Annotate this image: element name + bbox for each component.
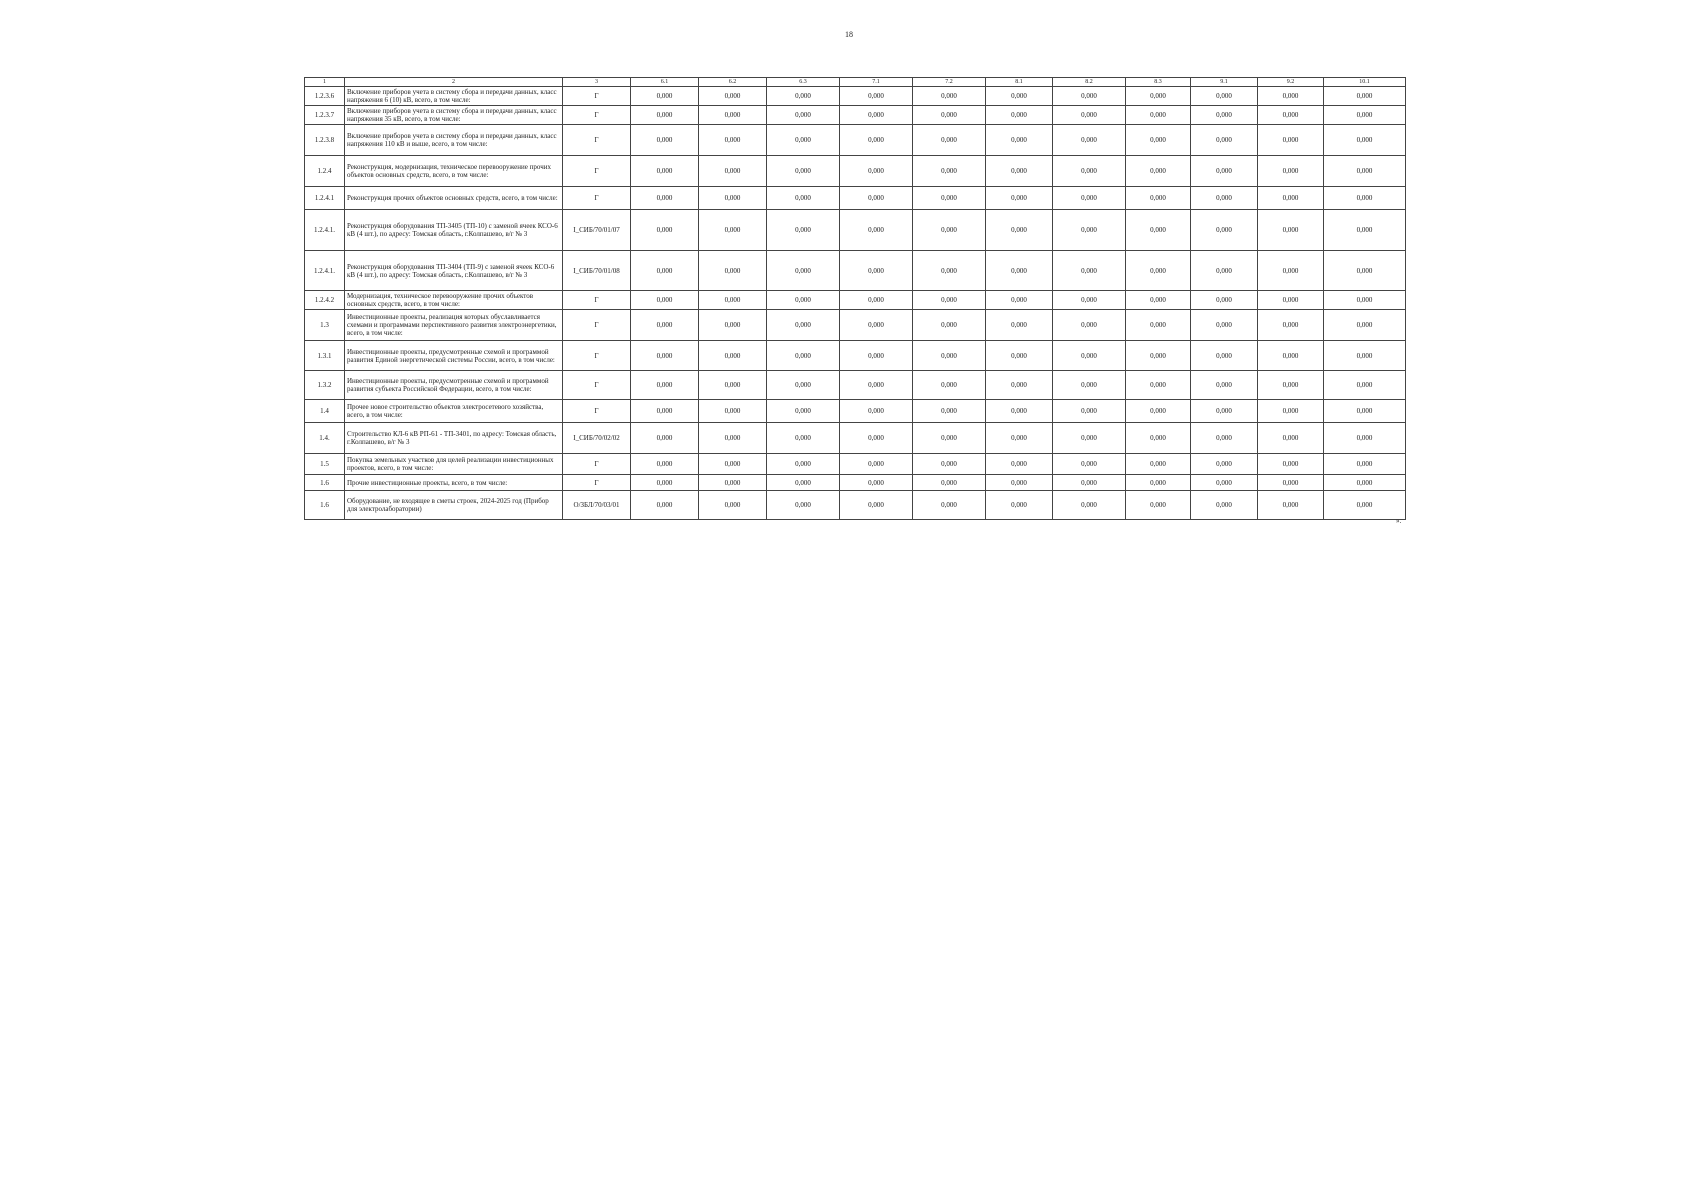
- row-value: 0,000: [1126, 187, 1191, 210]
- row-value: 0,000: [986, 156, 1053, 187]
- row-value: 0,000: [767, 210, 840, 251]
- row-value: 0,000: [840, 125, 913, 156]
- row-value: 0,000: [1258, 156, 1324, 187]
- row-value: 0,000: [1053, 106, 1126, 125]
- row-value: 0,000: [1324, 454, 1406, 475]
- row-value: 0,000: [1126, 423, 1191, 454]
- row-value: 0,000: [1258, 106, 1324, 125]
- row-value: 0,000: [840, 210, 913, 251]
- row-id: Г: [563, 371, 631, 400]
- row-name: Оборудование, не входящее в сметы строек, 2024-2025 год (Прибор для электролаборатории): [345, 491, 563, 520]
- row-value: 0,000: [699, 423, 767, 454]
- row-value: 0,000: [840, 106, 913, 125]
- row-value: 0,000: [913, 423, 986, 454]
- row-code: 1.2.3.7: [305, 106, 345, 125]
- row-name: Инвестиционные проекты, предусмотренные схемой и программой развития субъекта Российской Федерации, всего, в том числе:: [345, 371, 563, 400]
- header-cell: 8.2: [1053, 78, 1126, 87]
- row-value: 0,000: [1126, 106, 1191, 125]
- row-value: 0,000: [1191, 371, 1258, 400]
- row-value: 0,000: [767, 475, 840, 491]
- row-value: 0,000: [1324, 475, 1406, 491]
- row-value: 0,000: [986, 310, 1053, 341]
- row-value: 0,000: [767, 125, 840, 156]
- row-value: 0,000: [1053, 400, 1126, 423]
- row-name: Включение приборов учета в систему сбора и передачи данных, класс напряжения 35 кВ, всего, в том числе:: [345, 106, 563, 125]
- row-value: 0,000: [840, 454, 913, 475]
- row-code: 1.2.4.1.: [305, 210, 345, 251]
- row-value: 0,000: [986, 210, 1053, 251]
- row-value: 0,000: [1191, 491, 1258, 520]
- row-code: 1.2.3.8: [305, 125, 345, 156]
- row-id: Г: [563, 341, 631, 371]
- row-value: 0,000: [699, 291, 767, 310]
- row-value: 0,000: [1191, 291, 1258, 310]
- row-value: 0,000: [986, 341, 1053, 371]
- row-value: 0,000: [767, 371, 840, 400]
- row-value: 0,000: [1126, 125, 1191, 156]
- row-value: 0,000: [1258, 125, 1324, 156]
- row-code: 1.6: [305, 491, 345, 520]
- row-value: 0,000: [1126, 210, 1191, 251]
- row-value: 0,000: [767, 291, 840, 310]
- row-value: 0,000: [699, 210, 767, 251]
- row-id: I_СИБ/70/02/02: [563, 423, 631, 454]
- row-value: 0,000: [767, 156, 840, 187]
- row-value: 0,000: [1191, 310, 1258, 341]
- row-id: I_СИБ/70/01/08: [563, 251, 631, 291]
- header-cell: 8.1: [986, 78, 1053, 87]
- row-value: 0,000: [767, 400, 840, 423]
- row-value: 0,000: [913, 371, 986, 400]
- row-value: 0,000: [1126, 291, 1191, 310]
- row-code: 1.5: [305, 454, 345, 475]
- row-value: 0,000: [1324, 210, 1406, 251]
- row-value: 0,000: [631, 341, 699, 371]
- row-value: 0,000: [631, 106, 699, 125]
- table-row: [305, 310, 1406, 341]
- row-code: 1.4.: [305, 423, 345, 454]
- row-value: 0,000: [986, 423, 1053, 454]
- row-value: 0,000: [1324, 423, 1406, 454]
- row-value: 0,000: [1324, 187, 1406, 210]
- row-value: 0,000: [631, 156, 699, 187]
- row-value: 0,000: [1324, 400, 1406, 423]
- row-value: 0,000: [986, 291, 1053, 310]
- row-value: 0,000: [699, 475, 767, 491]
- row-name: Прочие инвестиционные проекты, всего, в том числе:: [345, 475, 563, 491]
- row-value: 0,000: [1126, 87, 1191, 106]
- row-name: Прочее новое строительство объектов электросетевого хозяйства, всего, в том числе:: [345, 400, 563, 423]
- row-value: 0,000: [1191, 400, 1258, 423]
- table-row: [305, 423, 1406, 454]
- row-value: 0,000: [986, 475, 1053, 491]
- table-header-row: [305, 78, 1406, 87]
- row-value: 0,000: [1126, 310, 1191, 341]
- row-value: 0,000: [913, 341, 986, 371]
- header-cell: 2: [345, 78, 563, 87]
- row-value: 0,000: [840, 400, 913, 423]
- row-value: 0,000: [699, 87, 767, 106]
- row-code: 1.2.4.1: [305, 187, 345, 210]
- row-value: 0,000: [1126, 341, 1191, 371]
- row-value: 0,000: [986, 106, 1053, 125]
- row-value: 0,000: [631, 87, 699, 106]
- table-row: [305, 475, 1406, 491]
- row-value: 0,000: [986, 125, 1053, 156]
- row-name: Включение приборов учета в систему сбора и передачи данных, класс напряжения 6 (10) кВ, всего, в том числе:: [345, 87, 563, 106]
- row-value: 0,000: [1258, 310, 1324, 341]
- row-value: 0,000: [1324, 310, 1406, 341]
- row-value: 0,000: [767, 341, 840, 371]
- row-value: 0,000: [699, 125, 767, 156]
- row-value: 0,000: [1324, 87, 1406, 106]
- row-value: 0,000: [913, 106, 986, 125]
- row-value: 0,000: [1053, 491, 1126, 520]
- row-id: Г: [563, 156, 631, 187]
- table-row: [305, 341, 1406, 371]
- row-id: Г: [563, 187, 631, 210]
- row-value: 0,000: [1258, 491, 1324, 520]
- row-name: Включение приборов учета в систему сбора и передачи данных, класс напряжения 110 кВ и выше, всего, в том числе:: [345, 125, 563, 156]
- row-value: 0,000: [1191, 341, 1258, 371]
- row-value: 0,000: [631, 371, 699, 400]
- row-value: 0,000: [631, 291, 699, 310]
- table-row: [305, 187, 1406, 210]
- row-value: 0,000: [840, 491, 913, 520]
- row-name: Реконструкция, модернизация, техническое перевооружение прочих объектов основных средств, всего, в том числе:: [345, 156, 563, 187]
- row-value: 0,000: [913, 156, 986, 187]
- row-value: 0,000: [1324, 291, 1406, 310]
- row-value: 0,000: [631, 475, 699, 491]
- row-name: Реконструкция оборудования ТП-3405 (ТП-10) с заменой ячеек КСО-6 кВ (4 шт.), по адресу: Томская область, г.Колпашево, в/г № 3: [345, 210, 563, 251]
- row-value: 0,000: [913, 310, 986, 341]
- table-row: [305, 87, 1406, 106]
- row-value: 0,000: [1053, 310, 1126, 341]
- row-value: 0,000: [1258, 291, 1324, 310]
- row-value: 0,000: [1053, 187, 1126, 210]
- row-value: 0,000: [1053, 210, 1126, 251]
- header-cell: 1: [305, 78, 345, 87]
- row-value: 0,000: [1191, 423, 1258, 454]
- row-value: 0,000: [767, 187, 840, 210]
- row-value: 0,000: [913, 87, 986, 106]
- investment-program-table: [304, 77, 1406, 520]
- row-name: Инвестиционные проекты, предусмотренные схемой и программой развития Единой энергетической системы России, всего, в том числе:: [345, 341, 563, 371]
- row-value: 0,000: [913, 491, 986, 520]
- row-name: Модернизация, техническое перевооружение прочих объектов основных средств, всего, в том числе:: [345, 291, 563, 310]
- row-value: 0,000: [1053, 291, 1126, 310]
- row-value: 0,000: [913, 475, 986, 491]
- row-id: Г: [563, 106, 631, 125]
- row-value: 0,000: [631, 454, 699, 475]
- row-name: Покупка земельных участков для целей реализации инвестиционных проектов, всего, в том числе:: [345, 454, 563, 475]
- row-value: 0,000: [1324, 251, 1406, 291]
- row-value: 0,000: [699, 400, 767, 423]
- row-value: 0,000: [631, 251, 699, 291]
- row-value: 0,000: [699, 371, 767, 400]
- page-number: 18: [845, 30, 853, 39]
- row-value: 0,000: [767, 87, 840, 106]
- row-value: 0,000: [1053, 475, 1126, 491]
- row-id: Г: [563, 475, 631, 491]
- row-value: 0,000: [767, 454, 840, 475]
- row-value: 0,000: [631, 125, 699, 156]
- row-value: 0,000: [767, 106, 840, 125]
- row-value: 0,000: [840, 291, 913, 310]
- row-value: 0,000: [1324, 106, 1406, 125]
- header-cell: 9.2: [1258, 78, 1324, 87]
- row-value: 0,000: [1191, 125, 1258, 156]
- table-row: [305, 400, 1406, 423]
- row-value: 0,000: [913, 400, 986, 423]
- row-id: О/ЗБЛ/70/03/01: [563, 491, 631, 520]
- table-row: [305, 371, 1406, 400]
- row-code: 1.2.4.1.: [305, 251, 345, 291]
- row-value: 0,000: [1053, 371, 1126, 400]
- row-value: 0,000: [1324, 125, 1406, 156]
- row-value: 0,000: [913, 125, 986, 156]
- row-code: 1.2.4: [305, 156, 345, 187]
- row-id: Г: [563, 87, 631, 106]
- row-value: 0,000: [1053, 125, 1126, 156]
- table-row: [305, 291, 1406, 310]
- row-id: Г: [563, 125, 631, 156]
- header-cell: 10.1: [1324, 78, 1406, 87]
- header-cell: 9.1: [1191, 78, 1258, 87]
- row-code: 1.3: [305, 310, 345, 341]
- table-row: [305, 125, 1406, 156]
- row-id: I_СИБ/70/01/07: [563, 210, 631, 251]
- row-name: Строительство КЛ-6 кВ РП-61 - ТП-3401, по адресу: Томская область, г.Колпашево, в/г № 3: [345, 423, 563, 454]
- row-value: 0,000: [1258, 187, 1324, 210]
- row-value: 0,000: [840, 187, 913, 210]
- row-code: 1.6: [305, 475, 345, 491]
- table-body: [305, 78, 1406, 520]
- row-name: Реконструкция прочих объектов основных средств, всего, в том числе:: [345, 187, 563, 210]
- header-cell: 6.2: [699, 78, 767, 87]
- row-value: 0,000: [699, 491, 767, 520]
- row-value: 0,000: [631, 187, 699, 210]
- row-value: 0,000: [986, 454, 1053, 475]
- row-value: 0,000: [699, 310, 767, 341]
- row-value: 0,000: [1053, 454, 1126, 475]
- row-value: 0,000: [1324, 156, 1406, 187]
- table-row: [305, 251, 1406, 291]
- row-value: 0,000: [986, 491, 1053, 520]
- row-value: 0,000: [1053, 423, 1126, 454]
- row-value: 0,000: [840, 251, 913, 291]
- row-value: 0,000: [913, 291, 986, 310]
- row-value: 0,000: [631, 423, 699, 454]
- row-code: 1.2.3.6: [305, 87, 345, 106]
- row-value: 0,000: [840, 341, 913, 371]
- row-value: 0,000: [1258, 341, 1324, 371]
- header-cell: 6.3: [767, 78, 840, 87]
- header-cell: 7.1: [840, 78, 913, 87]
- row-value: 0,000: [913, 454, 986, 475]
- row-value: 0,000: [986, 87, 1053, 106]
- row-value: 0,000: [767, 310, 840, 341]
- row-value: 0,000: [1258, 251, 1324, 291]
- row-value: 0,000: [1258, 87, 1324, 106]
- row-value: 0,000: [699, 187, 767, 210]
- row-name: Инвестиционные проекты, реализация которых обуславливается схемами и программами перспективного развития электроэнергетики, всего, в том числе:: [345, 310, 563, 341]
- row-value: 0,000: [840, 371, 913, 400]
- row-id: Г: [563, 400, 631, 423]
- row-value: 0,000: [1324, 491, 1406, 520]
- row-value: 0,000: [631, 210, 699, 251]
- row-value: 0,000: [1258, 454, 1324, 475]
- row-value: 0,000: [1191, 156, 1258, 187]
- header-cell: 8.3: [1126, 78, 1191, 87]
- row-value: 0,000: [1191, 475, 1258, 491]
- row-code: 1.3.1: [305, 341, 345, 371]
- row-value: 0,000: [699, 341, 767, 371]
- row-value: 0,000: [1191, 454, 1258, 475]
- row-value: 0,000: [986, 251, 1053, 291]
- row-id: Г: [563, 454, 631, 475]
- header-cell: 3: [563, 78, 631, 87]
- row-value: 0,000: [1126, 454, 1191, 475]
- row-value: 0,000: [1258, 475, 1324, 491]
- header-cell: 7.2: [913, 78, 986, 87]
- table-row: [305, 156, 1406, 187]
- header-cell: 6.1: [631, 78, 699, 87]
- row-id: Г: [563, 291, 631, 310]
- row-value: 0,000: [1126, 491, 1191, 520]
- row-value: 0,000: [699, 251, 767, 291]
- row-value: 0,000: [840, 310, 913, 341]
- row-value: 0,000: [1126, 400, 1191, 423]
- row-value: 0,000: [986, 187, 1053, 210]
- row-value: 0,000: [840, 475, 913, 491]
- row-value: 0,000: [1126, 475, 1191, 491]
- row-value: 0,000: [840, 423, 913, 454]
- row-value: 0,000: [1258, 400, 1324, 423]
- row-value: 0,000: [840, 87, 913, 106]
- row-value: 0,000: [1126, 371, 1191, 400]
- row-value: 0,000: [1191, 87, 1258, 106]
- row-value: 0,000: [1258, 423, 1324, 454]
- row-value: 0,000: [1053, 341, 1126, 371]
- row-value: 0,000: [840, 156, 913, 187]
- table-row: [305, 491, 1406, 520]
- row-value: 0,000: [767, 251, 840, 291]
- row-value: 0,000: [699, 454, 767, 475]
- row-value: 0,000: [1324, 371, 1406, 400]
- table-row: [305, 106, 1406, 125]
- table-row: [305, 210, 1406, 251]
- row-value: 0,000: [1191, 251, 1258, 291]
- row-value: 0,000: [913, 187, 986, 210]
- row-value: 0,000: [767, 423, 840, 454]
- row-value: 0,000: [1053, 156, 1126, 187]
- row-value: 0,000: [699, 156, 767, 187]
- row-value: 0,000: [1258, 371, 1324, 400]
- row-code: 1.2.4.2: [305, 291, 345, 310]
- table-row: [305, 454, 1406, 475]
- row-value: 0,000: [1053, 251, 1126, 291]
- row-value: 0,000: [1191, 187, 1258, 210]
- row-value: 0,000: [1126, 251, 1191, 291]
- row-value: 0,000: [631, 310, 699, 341]
- row-value: 0,000: [1191, 106, 1258, 125]
- row-value: 0,000: [767, 491, 840, 520]
- row-value: 0,000: [913, 210, 986, 251]
- row-id: Г: [563, 310, 631, 341]
- row-value: 0,000: [1191, 210, 1258, 251]
- row-value: 0,000: [986, 400, 1053, 423]
- row-value: 0,000: [699, 106, 767, 125]
- row-value: 0,000: [986, 371, 1053, 400]
- row-value: 0,000: [1126, 156, 1191, 187]
- row-name: Реконструкция оборудования ТП-3404 (ТП-9) с заменой ячеек КСО-6 кВ (4 шт.), по адресу: Томская область, г.Колпашево, в/г № 3: [345, 251, 563, 291]
- row-code: 1.3.2: [305, 371, 345, 400]
- row-value: 0,000: [1053, 87, 1126, 106]
- row-value: 0,000: [631, 400, 699, 423]
- row-value: 0,000: [1324, 341, 1406, 371]
- corner-mark: ».: [1396, 517, 1402, 525]
- row-value: 0,000: [1258, 210, 1324, 251]
- row-value: 0,000: [913, 251, 986, 291]
- row-code: 1.4: [305, 400, 345, 423]
- row-value: 0,000: [631, 491, 699, 520]
